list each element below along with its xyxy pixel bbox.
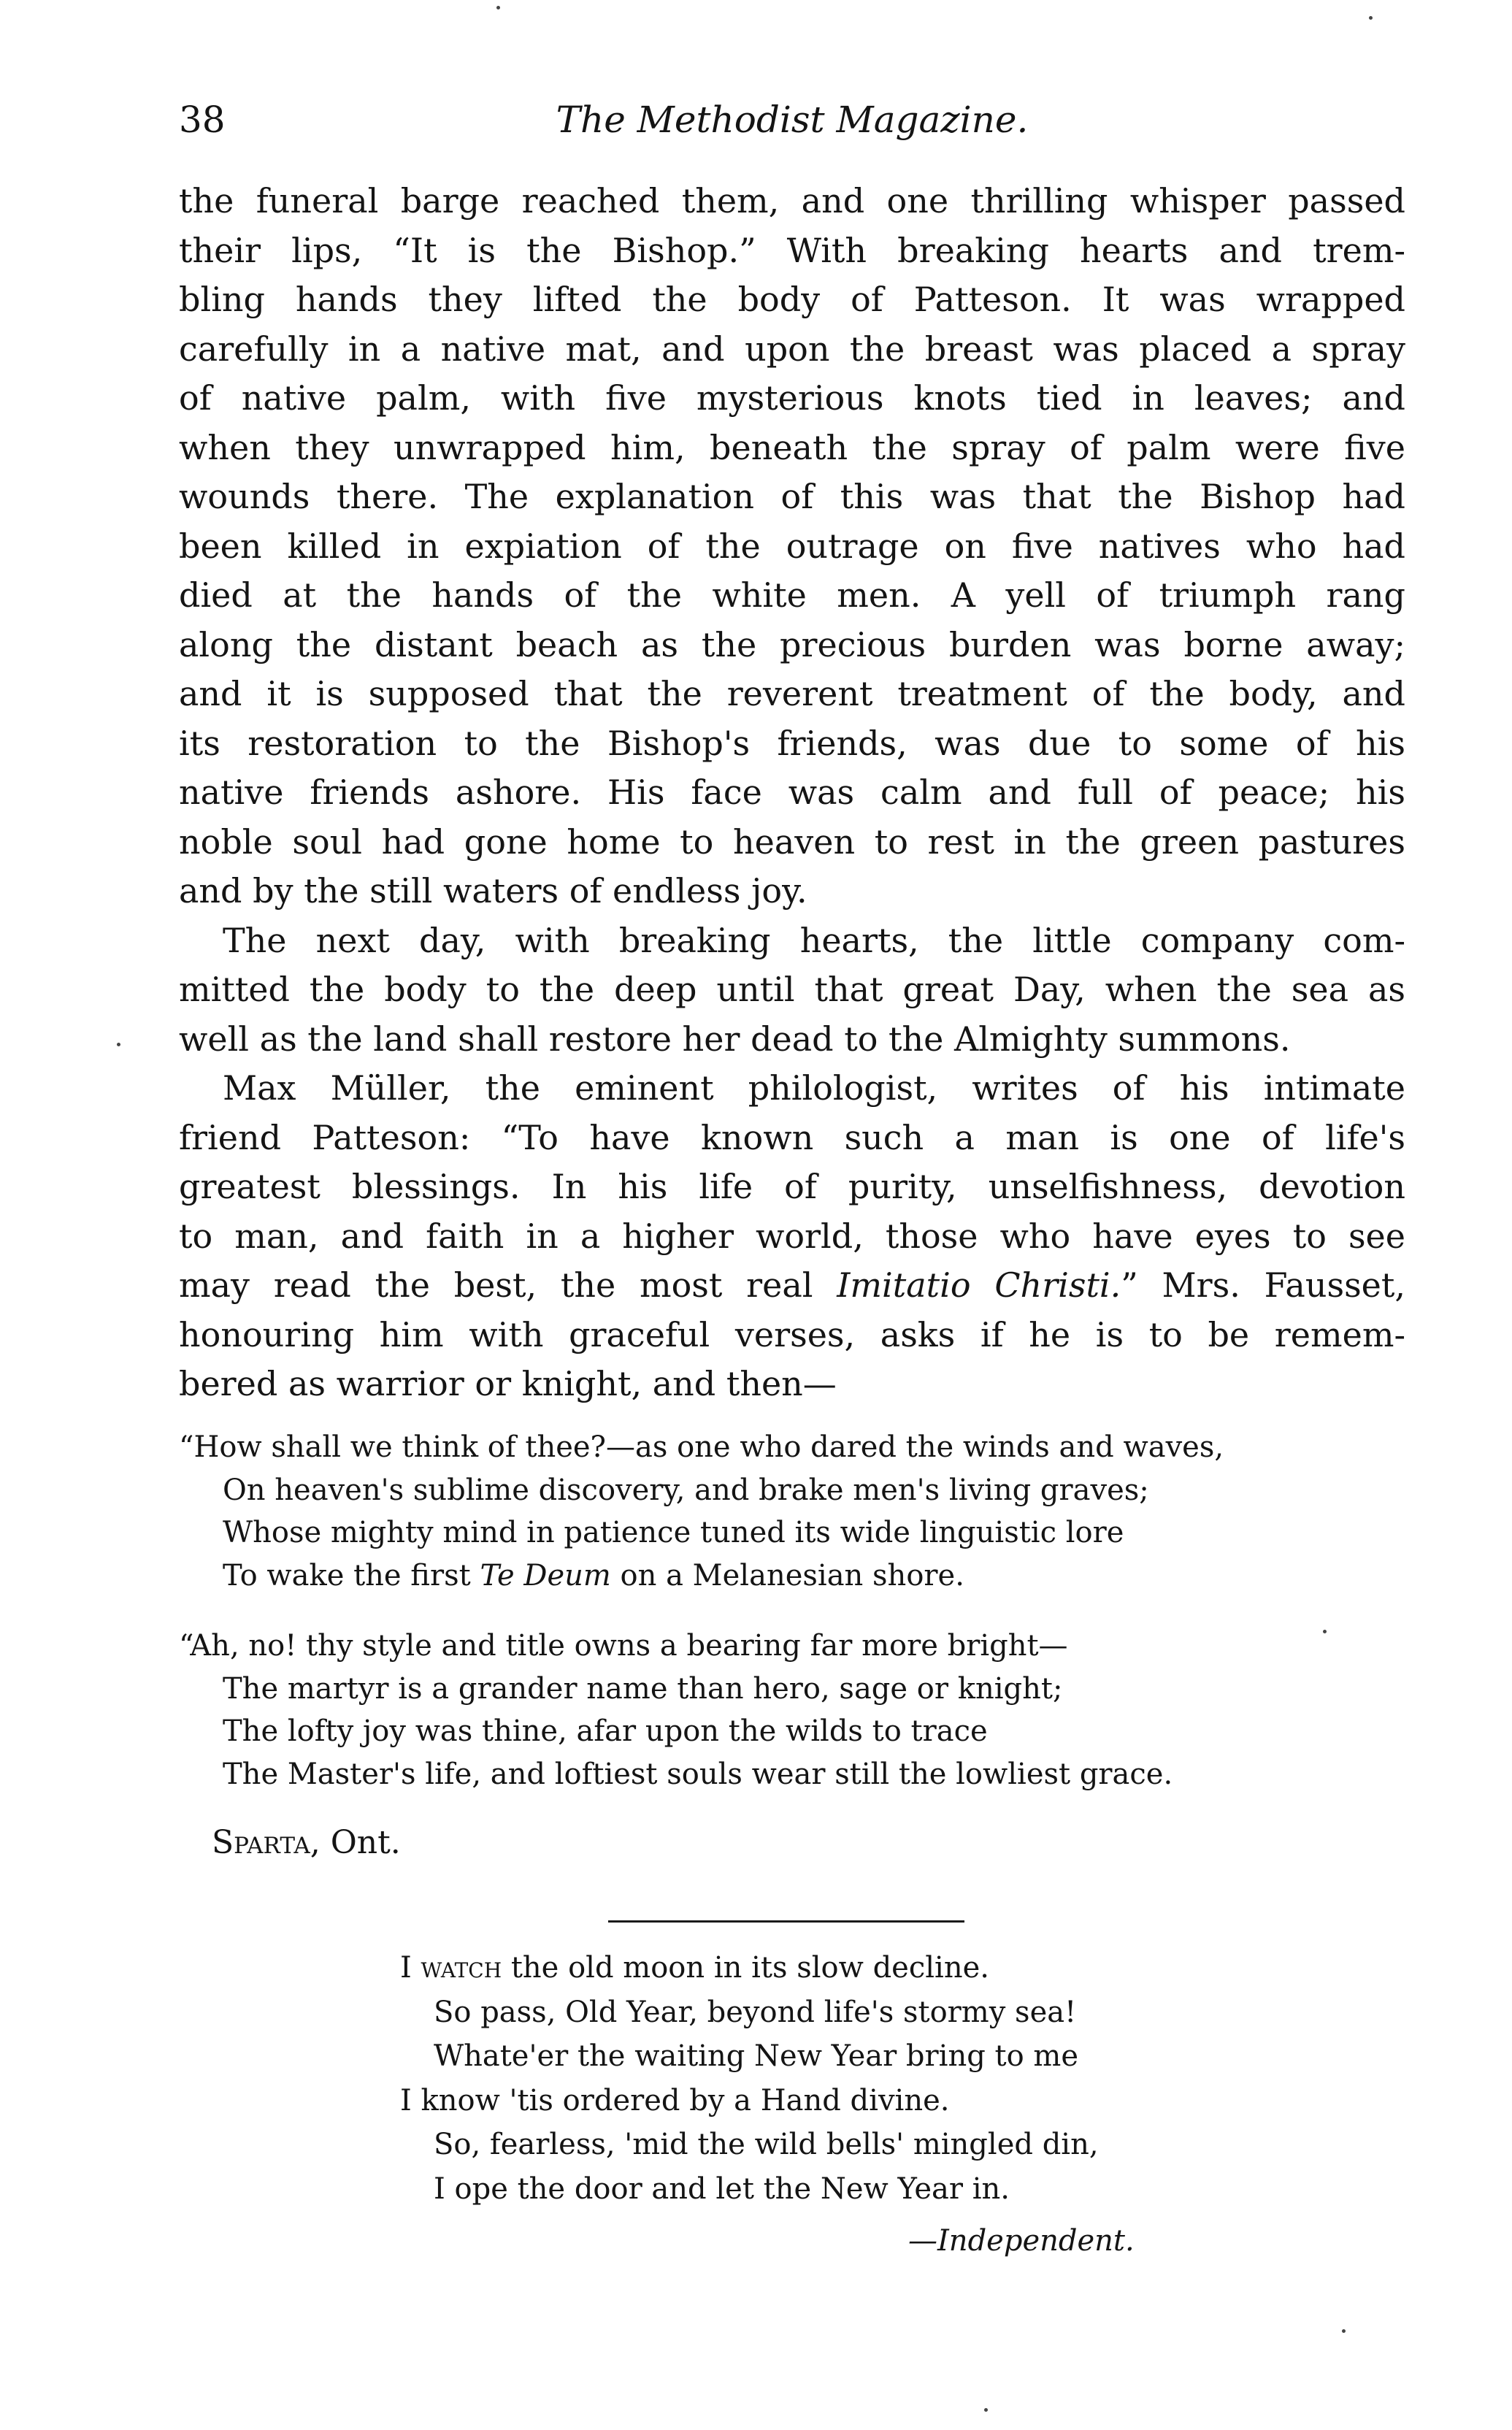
signoff-province: , Ont. (310, 1824, 401, 1861)
text-line: greatest blessings. In his life of purity, unselfishness, devotion (179, 1167, 1405, 1206)
closing-poem-line (400, 1946, 1203, 1990)
paragraph-end-line: well as the land shall restore her dead to the Almighty summons. (179, 1019, 1291, 1059)
closing-poem-line: So pass, Old Year, beyond life's stormy sea! (434, 1995, 1077, 2029)
closing-poem-line: Whate'er the waiting New Year bring to me (434, 2039, 1079, 2073)
paragraph-start-line: Max Müller, the eminent philologist, writes of his intimate (223, 1068, 1405, 1108)
paragraph-start-line: The next day, with breaking hearts, the little company com- (223, 920, 1405, 960)
text-line: been killed in expiation of the outrage on five natives who had (179, 526, 1405, 566)
signoff (212, 1824, 401, 1861)
text-line-with-title (179, 1261, 1405, 1311)
text-line: bling hands they lifted the body of Patteson. It was wrapped (179, 280, 1405, 319)
closing-poem-line: I ope the door and let the New Year in. (434, 2172, 1010, 2206)
poem-line: Whose mighty mind in patience tuned its wide linguistic lore (223, 1516, 1124, 1549)
poem-line: The martyr is a grander name than hero, sage or knight; (223, 1671, 1063, 1706)
text-line: of native palm, with five mysterious knots tied in leaves; and (179, 378, 1405, 418)
signoff-place: Sparta (212, 1824, 310, 1861)
poem-stanza-1 (179, 1426, 1405, 1597)
text-segment: may read the best, the most real (179, 1265, 813, 1305)
scan-speck (984, 2408, 988, 2412)
section-divider (608, 1920, 964, 1923)
text-line: friend Patteson: “To have known such a man is one of life's (179, 1117, 1405, 1157)
page-number: 38 (179, 99, 226, 141)
scan-speck (1369, 16, 1373, 20)
text-line: noble soul had gone home to heaven to rest in the green pastures (179, 821, 1405, 862)
poem-line: “How shall we think of thee?—as one who dared the winds and waves, (179, 1430, 1224, 1464)
text-line: mitted the body to the deep until that great Day, when the sea as (179, 970, 1405, 1009)
body-text (179, 177, 1405, 1409)
text-line: its restoration to the Bishop's friends, was due to some of his (179, 723, 1405, 763)
text-segment: the old moon in its slow decline. (502, 1951, 989, 1985)
text-line: died at the hands of the white men. A yell of triumph rang (179, 575, 1405, 615)
text-segment: To wake the first (223, 1558, 471, 1592)
paragraph-end-line: bered as warrior or knight, and then— (179, 1364, 837, 1403)
poem-line: The lofty joy was thine, afar upon the wilds to trace (223, 1714, 988, 1748)
poem-line: On heaven's sublime discovery, and brake men's living graves; (223, 1473, 1149, 1507)
text-line: native friends ashore. His face was calm and full of peace; his (179, 773, 1405, 812)
text-line: the funeral barge reached them, and one thrilling whisper passed (179, 181, 1405, 221)
text-line: when they unwrapped him, beneath the spray of palm were five (179, 427, 1405, 467)
magazine-title: The Methodist Magazine. (556, 99, 1029, 141)
poem-line: The Master's life, and loftiest souls wear still the lowliest grace. (223, 1757, 1173, 1791)
text-line: along the distant beach as the precious burden was borne away; (179, 624, 1405, 664)
closing-poem-line: I know 'tis ordered by a Hand divine. (400, 2083, 950, 2117)
italic-title: Te Deum (480, 1558, 611, 1592)
small-caps-word: watch (411, 1951, 502, 1985)
scan-speck (1323, 1630, 1327, 1633)
poem-stanza-2 (179, 1625, 1405, 1795)
paragraph-end-line: and by the still waters of endless joy. (179, 871, 807, 911)
text-segment: I (400, 1951, 412, 1985)
italic-title: Imitatio Christi. (837, 1265, 1121, 1305)
text-line: their lips, “It is the Bishop.” With breaking hearts and trem- (179, 230, 1405, 270)
attribution: —Independent. (908, 2224, 1135, 2258)
running-head (179, 99, 1405, 150)
scan-speck (117, 1043, 120, 1046)
text-segment: on a Melanesian shore. (610, 1558, 964, 1592)
text-segment: ” Mrs. Fausset, (1121, 1265, 1406, 1305)
poem-line: “Ah, no! thy style and title owns a bearing far more bright— (179, 1629, 1068, 1663)
text-line: to man, and faith in a higher world, those who have eyes to see (179, 1216, 1405, 1256)
closing-poem-line: So, fearless, 'mid the wild bells' mingled din, (434, 2128, 1099, 2161)
scan-speck (496, 6, 500, 9)
text-line: wounds there. The explanation of this was that the Bishop had (179, 477, 1405, 516)
text-line: carefully in a native mat, and upon the breast was placed a spray (179, 329, 1405, 369)
scan-speck (1342, 2329, 1346, 2333)
text-line: honouring him with graceful verses, asks if he is to be remem- (179, 1314, 1405, 1354)
text-line: and it is supposed that the reverent treatment of the body, and (179, 674, 1405, 713)
poem-line-with-title (179, 1555, 1405, 1598)
closing-poem (400, 1946, 1203, 2211)
